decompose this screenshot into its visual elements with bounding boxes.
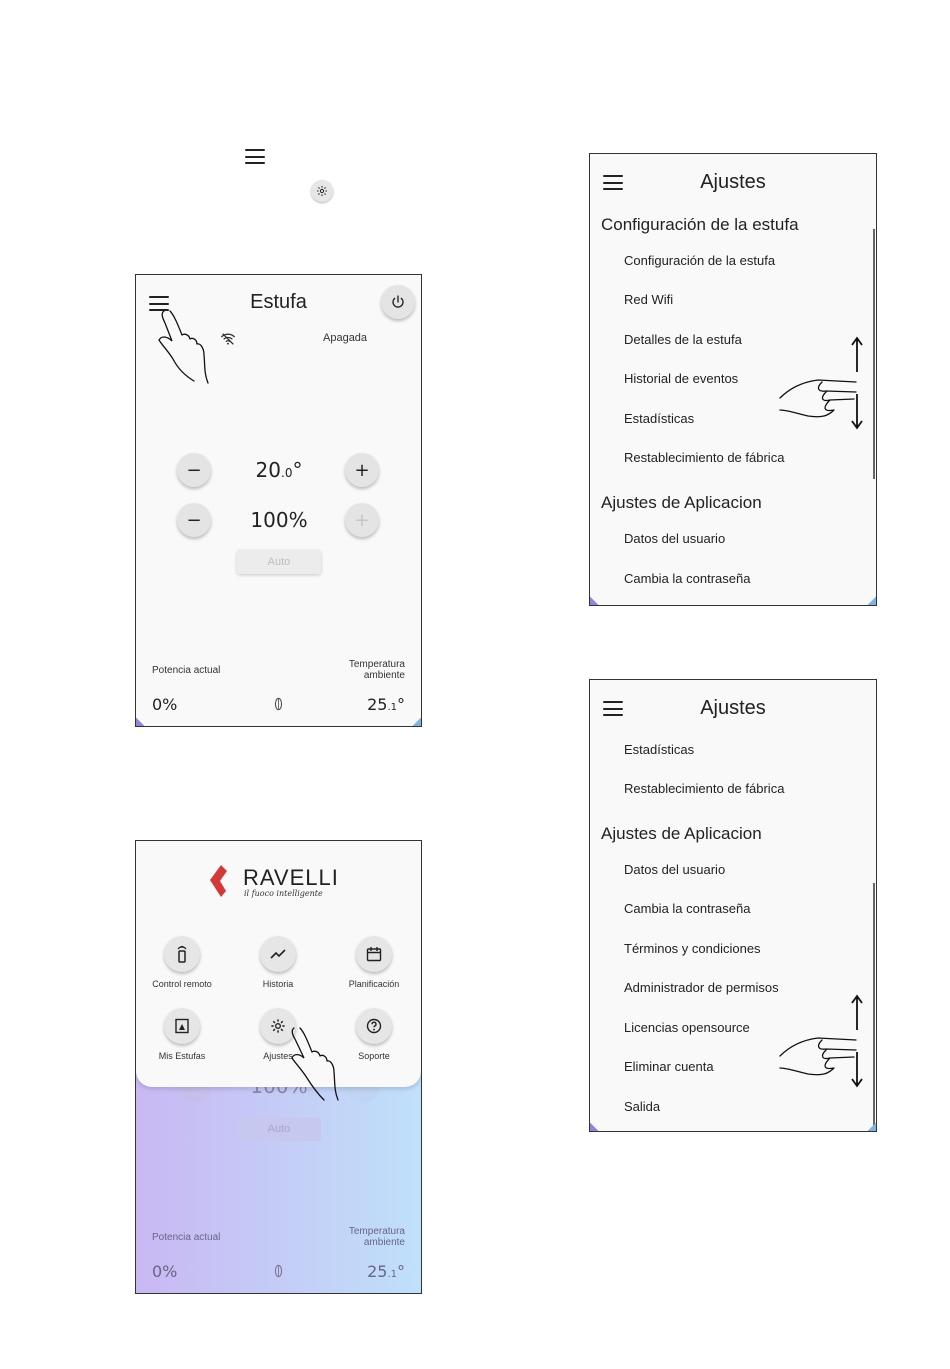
settings-item-restablecimiento[interactable]: Restablecimiento de fábrica — [624, 781, 785, 796]
status-text: Apagada — [323, 332, 368, 344]
menu-label-historia: Historia — [262, 979, 294, 989]
settings-item-datos-usuario[interactable]: Datos del usuario — [624, 531, 726, 546]
tap-gesture-icon — [152, 307, 216, 385]
temp-ambiente-label: Temperatura ambiente — [348, 659, 405, 681]
temp-plus-button[interactable]: + — [345, 453, 379, 487]
stove-icon — [174, 1018, 190, 1034]
auto-button: Auto — [237, 1117, 321, 1141]
mis-estufas-button[interactable] — [164, 1008, 200, 1044]
power-minus-button[interactable]: − — [177, 503, 211, 537]
pellet-icon — [274, 697, 283, 711]
page-title: Ajustes — [700, 697, 766, 719]
auto-button[interactable]: Auto — [237, 550, 321, 574]
brand-name: RAVELLI — [243, 865, 339, 890]
power-button[interactable] — [381, 285, 415, 319]
ambient-temperature: 25.1° — [367, 1262, 405, 1281]
menu-label-ajustes: Ajustes — [263, 1051, 293, 1061]
menu-panel — [136, 841, 421, 1087]
settings-item-permisos[interactable]: Administrador de permisos — [624, 980, 779, 995]
remote-icon — [175, 945, 189, 963]
soporte-button[interactable] — [356, 1008, 392, 1044]
section-title-estufa: Configuración de la estufa — [601, 215, 799, 234]
settings-item-restablecimiento[interactable]: Restablecimiento de fábrica — [624, 450, 785, 465]
settings-item-estadisticas[interactable]: Estadísticas — [624, 742, 695, 757]
temp-ambiente-label: Temperatura ambiente — [348, 1226, 405, 1248]
settings-item-terminos[interactable]: Términos y condiciones — [624, 941, 761, 956]
settings-item-estadisticas[interactable]: Estadísticas — [624, 411, 695, 426]
swipe-gesture-icon — [778, 336, 868, 432]
chart-icon — [270, 948, 286, 960]
swipe-gesture-icon — [778, 994, 868, 1090]
settings-item-detalles[interactable]: Detalles de la estufa — [624, 332, 742, 347]
page-title: Estufa — [250, 291, 307, 313]
corner-decoration — [589, 1123, 598, 1132]
settings-item-cambia-contrasena[interactable]: Cambia la contraseña — [624, 571, 751, 586]
tap-gesture-icon — [288, 1026, 350, 1102]
gear-icon — [311, 180, 333, 202]
menu-label-mis-estufas: Mis Estufas — [158, 1051, 206, 1061]
help-icon — [366, 1018, 382, 1034]
historia-button[interactable] — [260, 936, 296, 972]
pellet-icon — [274, 1264, 283, 1278]
settings-item-configuracion[interactable]: Configuración de la estufa — [624, 253, 776, 268]
page-title: Ajustes — [700, 171, 766, 193]
scrollbar[interactable] — [873, 229, 875, 479]
power-plus-button[interactable]: + — [345, 503, 379, 537]
corner-decoration — [589, 597, 598, 606]
settings-screen-b — [589, 679, 877, 1132]
corner-decoration — [135, 718, 144, 727]
potencia-value: 0% — [152, 695, 178, 714]
menu-screen — [135, 840, 422, 1294]
gear-icon — [270, 1018, 286, 1034]
planificacion-button[interactable] — [356, 936, 392, 972]
menu-label-planificacion: Planificación — [348, 979, 400, 989]
ambient-temperature: 25.1° — [367, 695, 405, 714]
settings-item-eliminar-cuenta[interactable]: Eliminar cuenta — [624, 1059, 714, 1074]
settings-item-red-wifi[interactable]: Red Wifi — [624, 292, 674, 307]
temperature-setpoint: 20.0° — [255, 458, 303, 482]
potencia-label: Potencia actual — [152, 665, 221, 676]
ravelli-logo-icon — [208, 863, 232, 899]
stove-screen — [135, 274, 422, 727]
power-level: 100% — [250, 508, 308, 532]
hamburger-menu-icon — [245, 149, 265, 164]
potencia-value: 0% — [152, 1262, 178, 1281]
menu-label-soporte: Soporte — [358, 1051, 390, 1061]
section-title-aplicacion: Ajustes de Aplicacion — [601, 824, 762, 843]
brand-tagline: il fuoco intelligente — [244, 889, 323, 898]
potencia-label: Potencia actual — [152, 1232, 221, 1243]
temp-minus-button[interactable]: − — [177, 453, 211, 487]
power-icon — [390, 294, 406, 310]
settings-item-historial[interactable]: Historial de eventos — [624, 371, 739, 386]
menu-label-control-remoto: Control remoto — [152, 979, 212, 989]
corner-decoration — [413, 718, 422, 727]
calendar-icon — [366, 946, 382, 962]
scrollbar[interactable] — [873, 883, 875, 1131]
wifi-off-icon — [220, 332, 236, 346]
settings-item-cambia-contrasena[interactable]: Cambia la contraseña — [624, 901, 751, 916]
settings-item-salida[interactable]: Salida — [624, 1099, 661, 1114]
settings-screen-a — [589, 153, 877, 606]
settings-item-datos-usuario[interactable]: Datos del usuario — [624, 862, 726, 877]
section-title-aplicacion: Ajustes de Aplicacion — [601, 493, 762, 512]
settings-item-licencias[interactable]: Licencias opensource — [624, 1020, 750, 1035]
remote-control-button[interactable] — [164, 936, 200, 972]
corner-decoration — [868, 597, 877, 606]
